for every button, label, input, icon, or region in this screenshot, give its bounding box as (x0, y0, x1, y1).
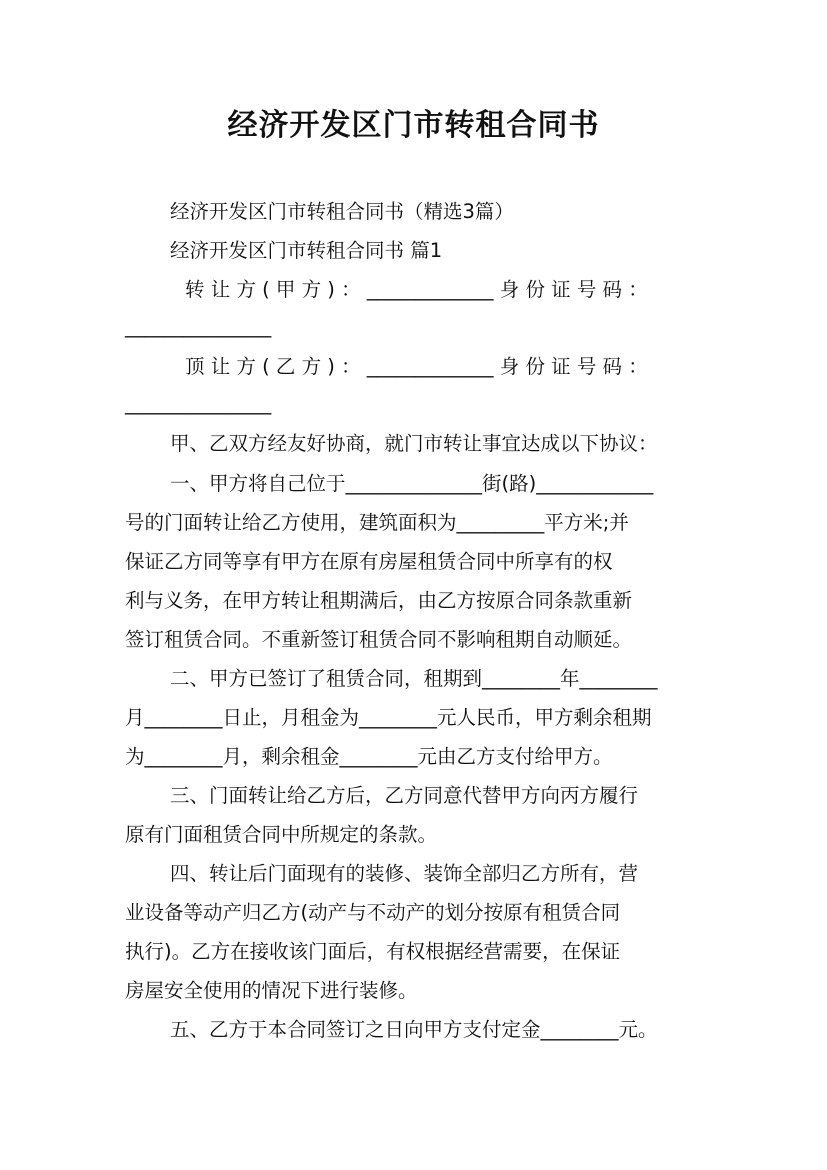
clause-3-line-1: 三、门面转让给乙方后，乙方同意代替甲方向丙方履行 (170, 784, 639, 807)
agreement-intro: 甲、乙双方经友好协商，就门市转让事宜达成以下协议： (170, 432, 658, 455)
clause-3-line-2: 原有门面租赁合同中所规定的条款。 (125, 823, 438, 846)
clause-4-line-1: 四、转让后门面现有的装修、装饰全部归乙方所有，营 (170, 862, 639, 885)
transferor-line: 转 让 方 ( 甲 方 ) ： _____________ 身 份 证 号 码 ： (185, 278, 648, 301)
subtitle-part-1: 经济开发区门市转租合同书 篇1 (170, 239, 443, 262)
subtitle-collection: 经济开发区门市转租合同书（精选3篇） (170, 200, 514, 223)
clause-1-line-4: 利与义务，在甲方转让租期满后，由乙方按原合同条款重新 (125, 589, 633, 612)
clause-2-line-3: 为________月，剩余租金________元由乙方支付给甲方。 (125, 745, 613, 768)
clause-4-line-2: 业设备等动产归乙方(动产与不动产的划分按原有租赁合同 (125, 901, 621, 924)
transferee-id-blank: _______________ (125, 392, 272, 415)
clause-1-line-1: 一、甲方将自己位于______________街(路)____________ (170, 472, 654, 495)
clause-1-line-2: 号的门面转让给乙方使用，建筑面积为_________平方米;并 (125, 511, 629, 534)
clause-4-line-4: 房屋安全使用的情况下进行装修。 (125, 979, 418, 1002)
clause-2-line-1: 二、甲方已签订了租赁合同，租期到________年________ (170, 667, 658, 690)
clause-2-line-2: 月________日止，月租金为________元人民币，甲方剩余租期 (125, 706, 652, 729)
clause-4-line-3: 执行)。乙方在接收该门面后，有权根据经营需要，在保证 (125, 940, 621, 963)
transferee-line: 顶 让 方 ( 乙 方 ) ： _____________ 身 份 证 号 码 ： (185, 355, 648, 378)
document-title: 经济开发区门市转租合同书 (227, 108, 600, 143)
clause-1-line-3: 保证乙方同等享有甲方在原有房屋租赁合同中所享有的权 (125, 550, 613, 573)
clause-5-line-1: 五、乙方于本合同签订之日向甲方支付定金________元。 (170, 1018, 658, 1041)
clause-1-line-5: 签订租赁合同。不重新签订租赁合同不影响租期自动顺延。 (125, 628, 633, 651)
transferor-id-blank: _______________ (125, 315, 272, 338)
